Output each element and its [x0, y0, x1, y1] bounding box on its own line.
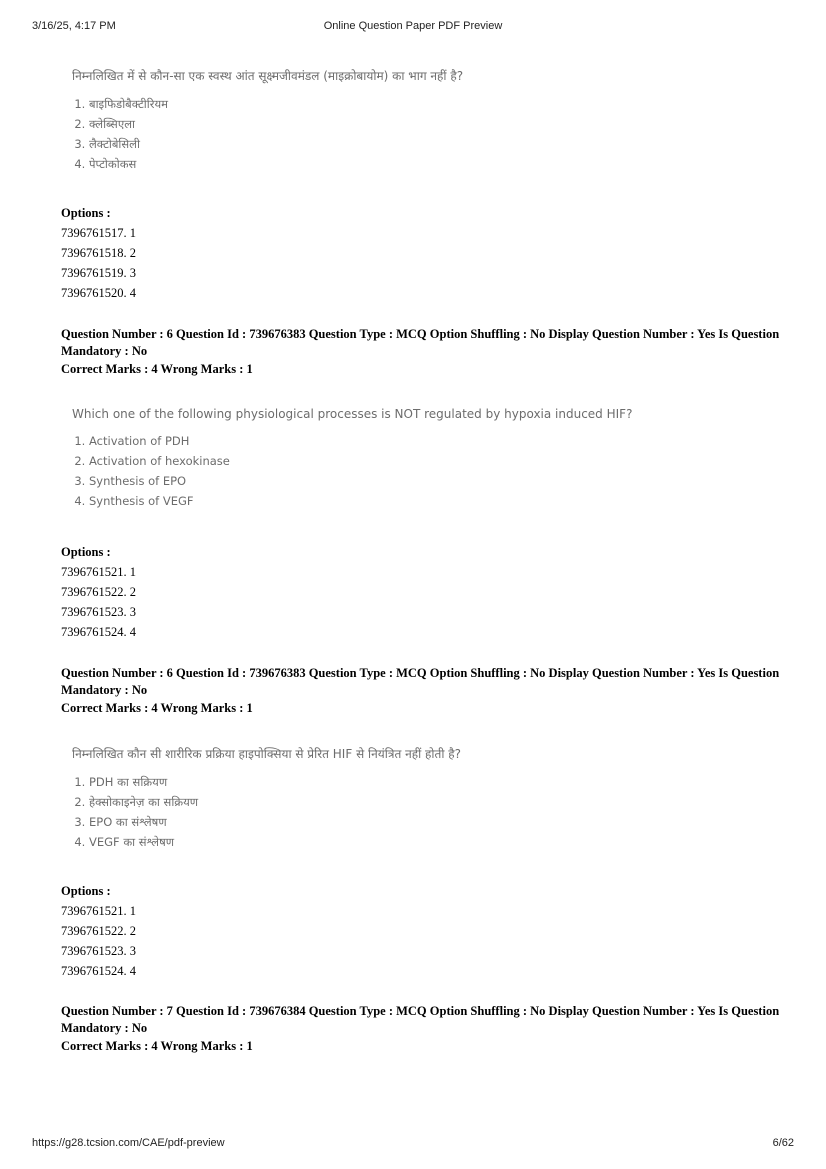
- page-number: 6/62: [772, 1137, 794, 1149]
- question-marks: Correct Marks : 4 Wrong Marks : 1: [61, 701, 253, 715]
- options-block: [61, 203, 136, 303]
- option-row: 7396761517. 1: [61, 226, 136, 240]
- option-row: 7396761523. 3: [61, 605, 136, 619]
- choice-item: 3. EPO का संश्लेषण: [89, 812, 461, 832]
- option-row: 7396761524. 4: [61, 625, 136, 639]
- options-block: [61, 542, 136, 642]
- option-row: 7396761522. 2: [61, 924, 136, 938]
- question-marks: Correct Marks : 4 Wrong Marks : 1: [61, 1039, 253, 1053]
- print-datetime: 3/16/25, 4:17 PM: [32, 20, 116, 32]
- print-title: Online Question Paper PDF Preview: [323, 20, 503, 32]
- question-meta-line: Question Number : 6 Question Id : 739676383 Question Type : MCQ Option Shuffling : No Display Question Number : Yes Is Question Mandatory : No: [61, 327, 780, 358]
- choice-item: 1. PDH का सक्रियण: [89, 772, 461, 792]
- choice-item: 2. Activation of hexokinase: [89, 451, 632, 471]
- option-row: 7396761521. 1: [61, 904, 136, 918]
- question-meta-line: Question Number : 6 Question Id : 739676383 Question Type : MCQ Option Shuffling : No Display Question Number : Yes Is Question Mandatory : No: [61, 666, 780, 697]
- choice-list: [72, 772, 461, 852]
- question-text: Which one of the following physiological processes is NOT regulated by hypoxia induced HIF?: [72, 407, 633, 421]
- choice-item: 1. Activation of PDH: [89, 431, 632, 451]
- question-meta-line: Question Number : 7 Question Id : 739676384 Question Type : MCQ Option Shuffling : No Display Question Number : Yes Is Question Mandatory : No: [61, 1004, 780, 1035]
- choice-list: [72, 431, 632, 511]
- question-image-hindi-2: [72, 745, 461, 852]
- option-row: 7396761519. 3: [61, 266, 136, 280]
- option-row: 7396761524. 4: [61, 964, 136, 978]
- choice-item: 3. Synthesis of EPO: [89, 471, 632, 491]
- choice-item: 3. लैक्टोबेसिली: [89, 134, 463, 154]
- choice-item: 1. बाइफिडोबैक्टीरियम: [89, 94, 463, 114]
- choice-item: 2. क्लेब्सिएला: [89, 114, 463, 134]
- question-image-english: [72, 407, 632, 511]
- choice-item: 4. VEGF का संश्लेषण: [89, 832, 461, 852]
- options-label: Options :: [61, 884, 111, 898]
- question-text: निम्नलिखित कौन सी शारीरिक प्रक्रिया हाइपोक्सिया से प्रेरित HIF से नियंत्रित नहीं होती है?: [72, 747, 462, 761]
- options-label: Options :: [61, 545, 111, 559]
- option-row: 7396761523. 3: [61, 944, 136, 958]
- option-row: 7396761521. 1: [61, 565, 136, 579]
- options-block: [61, 881, 136, 981]
- choice-item: 4. पेप्टोकोकस: [89, 154, 463, 174]
- choice-item: 2. हेक्सोकाइनेज़ का सक्रियण: [89, 792, 461, 812]
- question-image-hindi-1: [72, 67, 463, 174]
- question-text: निम्नलिखित में से कौन-सा एक स्वस्थ आंत सूक्ष्मजीवमंडल (माइक्रोबायोम) का भाग नहीं है?: [72, 69, 464, 83]
- option-row: 7396761518. 2: [61, 246, 136, 260]
- question-meta: [61, 665, 791, 717]
- question-meta: [61, 1003, 791, 1055]
- option-row: 7396761522. 2: [61, 585, 136, 599]
- choice-list: [72, 94, 463, 174]
- option-row: 7396761520. 4: [61, 286, 136, 300]
- choice-item: 4. Synthesis of VEGF: [89, 491, 632, 511]
- question-meta: [61, 326, 791, 378]
- page-url: https://g28.tcsion.com/CAE/pdf-preview: [32, 1137, 225, 1149]
- options-label: Options :: [61, 206, 111, 220]
- question-marks: Correct Marks : 4 Wrong Marks : 1: [61, 362, 253, 376]
